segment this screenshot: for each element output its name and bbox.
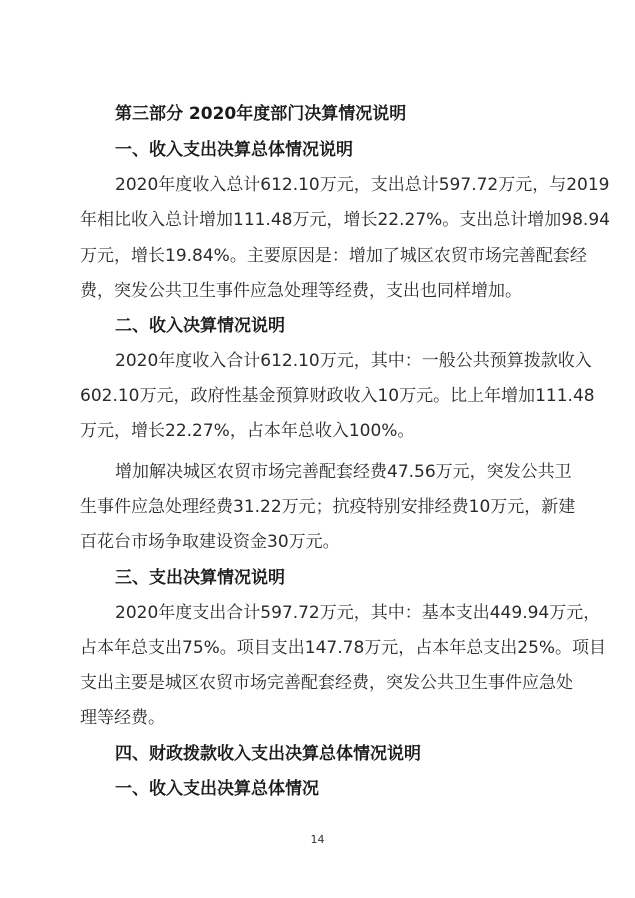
part-title: 第三部分 2020年度部门决算情况说明 <box>115 104 407 124</box>
section-2-para-1-line-1: 2020年度收入合计612.10万元，其中：一般公共预算拨款收入 <box>115 351 592 371</box>
section-2-para-2-line-3: 百花台市场争取建设资金30万元。 <box>80 532 340 552</box>
section-1-line-4: 费，突发公共卫生事件应急处理等经费，支出也同样增加。 <box>80 281 522 301</box>
section-3-line-1: 2020年度支出合计597.72万元，其中：基本支出449.94万元， <box>115 603 601 623</box>
section-4-heading: 四、财政拨款收入支出决算总体情况说明 <box>115 744 421 764</box>
section-3-line-4: 理等经费。 <box>80 708 165 728</box>
section-2-para-2-line-2: 生事件应急处理经费31.22万元；抗疫特别安排经费10万元，新建 <box>80 497 576 517</box>
section-3-line-2: 占本年总支出75%。项目支出147.78万元，占本年总支出25%。项目 <box>80 638 607 658</box>
section-1-heading: 一、收入支出决算总体情况说明 <box>115 140 353 160</box>
page-number: 14 <box>310 833 325 846</box>
section-3-heading: 三、支出决算情况说明 <box>115 568 285 588</box>
section-2-para-2-line-1: 增加解决城区农贸市场完善配套经费47.56万元，突发公共卫 <box>115 462 572 482</box>
section-2-para-1-line-3: 万元，增长22.27%，占本年总收入100%。 <box>80 421 415 441</box>
section-1-line-2: 年相比收入总计增加111.48万元，增长22.27%。支出总计增加98.94 <box>80 210 610 230</box>
section-2-heading: 二、收入决算情况说明 <box>115 316 285 336</box>
section-3-line-3: 支出主要是城区农贸市场完善配套经费，突发公共卫生事件应急处 <box>80 673 573 693</box>
section-1-line-1: 2020年度收入总计612.10万元，支出总计597.72万元，与2019 <box>115 175 610 195</box>
subsection-1-heading: 一、收入支出决算总体情况 <box>115 779 319 799</box>
section-1-line-3: 万元，增长19.84%。主要原因是：增加了城区农贸市场完善配套经 <box>80 246 587 266</box>
section-2-para-1-line-2: 602.10万元，政府性基金预算财政收入10万元。比上年增加111.48 <box>80 386 595 406</box>
